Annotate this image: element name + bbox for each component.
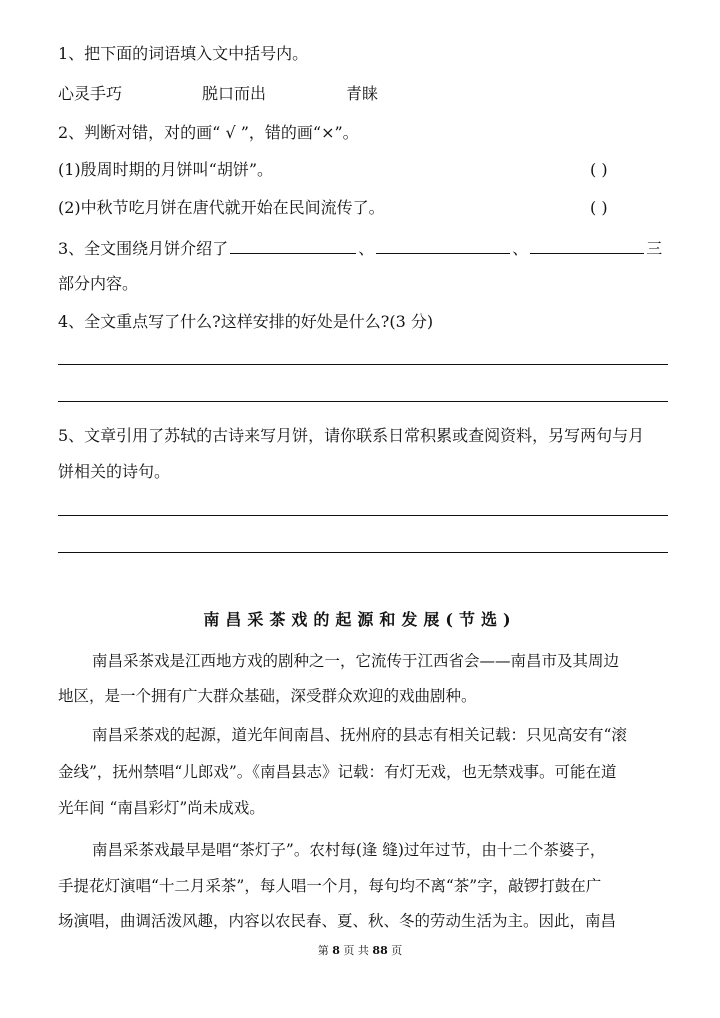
page-number: 8 <box>332 944 340 957</box>
answer-line-5b[interactable] <box>58 552 668 553</box>
article-title: 南昌采茶戏的起源和发展(节选) <box>203 610 517 629</box>
question-4-text: 4、全文重点写了什么?这样安排的好处是什么?(3 分) <box>58 312 434 331</box>
question-5-line-1: 5、文章引用了苏轼的古诗来写月饼，请你联系日常积累或查阅资料，另写两句与月 <box>58 426 645 445</box>
total-pages: 88 <box>372 944 388 957</box>
answer-paren-1[interactable]: ( ) <box>590 160 608 179</box>
paragraph-1-line-2: 地区，是一个拥有广大群众基础，深受群众欢迎的戏曲剧种。 <box>58 687 477 705</box>
paragraph-1-line-1: 南昌采茶戏是江西地方戏的剧种之一，它流传于江西省会——南昌市及其周边 <box>92 652 620 670</box>
word-option-2: 脱口而出 <box>202 84 267 103</box>
question-2-text: 2、判断对错，对的画“ √ ”，错的画“×”。 <box>58 123 359 142</box>
answer-blank-1[interactable] <box>230 237 356 254</box>
word-option-1: 心灵手巧 <box>58 84 123 103</box>
paragraph-3-line-3: 场演唱，曲调活泼风趣，内容以农民春、夏、秋、冬的劳动生活为主。因此，南昌 <box>58 912 617 930</box>
question-5-line-2: 饼相关的诗句。 <box>58 462 171 481</box>
answer-blank-2[interactable] <box>376 237 510 254</box>
question-3-line-2: 部分内容。 <box>58 274 139 293</box>
footer-middle: 页 共 <box>343 944 369 957</box>
question-3-suffix: 三 <box>646 239 663 258</box>
question-2-item-1: (1)殷周时期的月饼叫“胡饼”。 <box>58 160 274 179</box>
paragraph-2-line-1: 南昌采茶戏的起源，道光年间南昌、抚州府的县志有相关记载：只见高安有“滚 <box>92 726 627 744</box>
answer-paren-2[interactable]: ( ) <box>590 198 608 217</box>
separator-2: 、 <box>512 239 529 258</box>
footer-suffix: 页 <box>391 944 403 957</box>
page-footer <box>0 944 720 958</box>
paragraph-2-line-2: 金线”，抚州禁唱“儿郎戏”。《南昌县志》记载：有灯无戏，也无禁戏事。可能在道 <box>58 763 617 781</box>
question-3-prefix: 3、全文围绕月饼介绍了 <box>58 239 229 258</box>
answer-line-4b[interactable] <box>58 401 668 402</box>
answer-blank-3[interactable] <box>530 237 644 254</box>
separator-1: 、 <box>358 239 375 258</box>
paragraph-2-line-3: 光年间 “南昌彩灯”尚未成戏。 <box>58 799 265 817</box>
question-3 <box>58 237 662 259</box>
question-2-item-2: (2)中秋节吃月饼在唐代就开始在民间流传了。 <box>58 198 385 217</box>
paragraph-3-line-1: 南昌采茶戏最早是唱“茶灯子”。农村每(逢 缝)过年过节，由十二个茶婆子， <box>92 841 606 859</box>
word-option-3: 青睐 <box>346 84 379 103</box>
answer-line-4a[interactable] <box>58 364 668 365</box>
footer-prefix: 第 <box>317 944 329 957</box>
paragraph-3-line-2: 手提花灯演唱“十二月采茶”，每人唱一个月，每句均不离“茶”字，敲锣打鼓在广 <box>58 877 602 895</box>
answer-line-5a[interactable] <box>58 515 668 516</box>
question-1-text: 1、把下面的词语填入文中括号内。 <box>58 44 309 63</box>
